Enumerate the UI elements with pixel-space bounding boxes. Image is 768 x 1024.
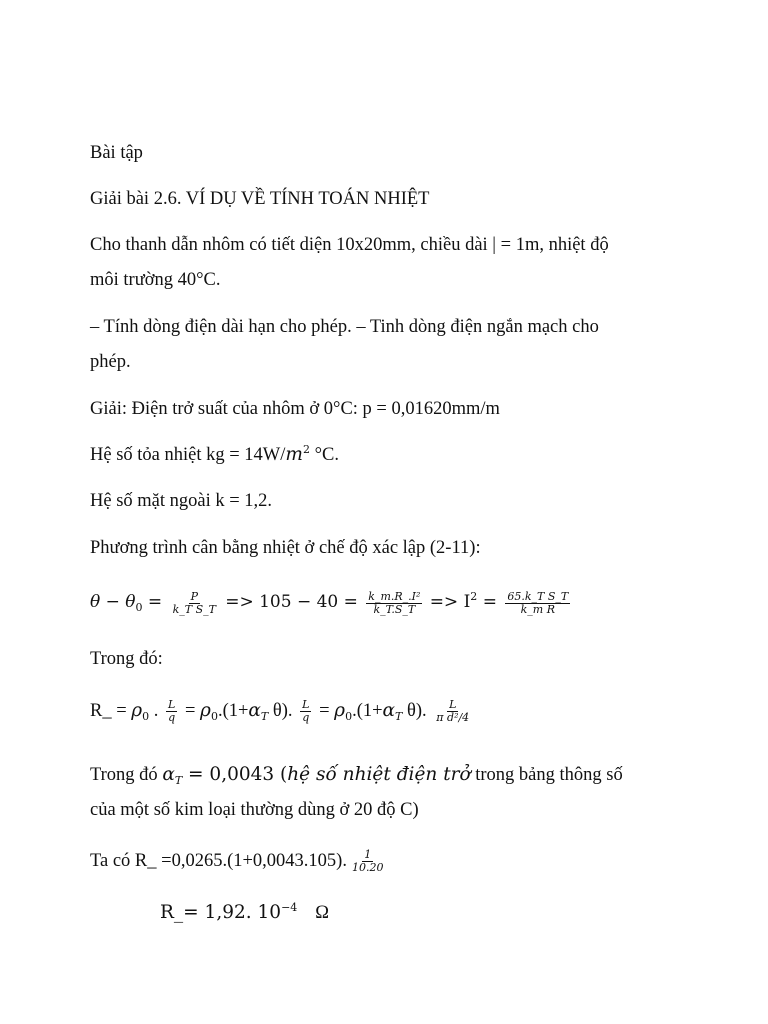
balance-equation-intro: Phương trình cân bằng nhiệt ở chế độ xác lập (2-11): [90, 538, 481, 558]
surface-coefficient-line: Hệ số mặt ngoài k = 1,2. [90, 491, 273, 511]
fraction-one-over-area: $\frac{1}{10.20}$ [351, 848, 384, 875]
result-line: R_= 1,92. $10^{-4}$ Ω [160, 901, 330, 923]
task-line-1: – Tính dòng điện dài hạn cho phép. – Tinh dòng điện ngắn mạch cho [90, 317, 599, 337]
task-line-2: phép. [90, 352, 131, 372]
balance-equation: $\theta - \theta_0$ = $\frac{P}{\text{k\_T S\_T}}$ => 105 − 40 = $\frac{\text{k\_m.R\_.I²}}{k\_T.S\_T}$ => $I^2$ = $\frac{\text{65.k\_T S\_T}}{\text{k\_m R}}$ [90, 589, 569, 616]
heading: Bài tập [90, 143, 143, 163]
fraction-l-over-q: $\frac{L}{q}$ [168, 698, 176, 725]
alpha-line-1: Trong đó $\alpha_T = 0,0043$ (hệ số nhiệt điện trở trong bảng thông số [90, 764, 623, 787]
fraction-l-over-q-2: $\frac{L}{q}$ [302, 698, 310, 725]
problem-line-1: Cho thanh dẫn nhôm có tiết diện 10x20mm, chiều dài | = 1m, nhiệt độ [90, 235, 609, 255]
fraction-l-over-area: $\frac{L}{\text{π d²/4}}$ [436, 698, 470, 725]
alpha-line-2: của một số kim loại thường dùng ở 20 độ C) [90, 800, 419, 820]
title: Giải bài 2.6. VÍ DỤ VỀ TÍNH TOÁN NHIỆT [90, 189, 430, 209]
where-label: Trong đó: [90, 649, 163, 669]
calculation-line: Ta có R_ =0,0265.(1+0,0043.105). $\frac{1}{10.20}$ [90, 848, 384, 875]
resistivity-line: Giải: Điện trở suất của nhôm ở 0°C: p = 0,01620mm/m [90, 399, 500, 419]
fraction-kmri2-over-kts: $\frac{\text{k\_m.R\_.I²}}{k\_T.S\_T}$ [368, 589, 421, 616]
fraction-p-over-kts: $\frac{P}{\text{k\_T S\_T}}$ [172, 589, 216, 616]
fraction-i-squared-result: $\frac{\text{65.k\_T S\_T}}{\text{k\_m R}}$ [507, 589, 569, 616]
problem-line-2: môi trường 40°C. [90, 270, 221, 290]
heat-coefficient-line: Hệ số tỏa nhiệt kg = $14W/m^2$ °C. [90, 443, 339, 465]
resistance-equation: R_ = $\rho_0$ . $\frac{L}{q}$ = $\rho_0.(1+\alpha_T$ θ). $\frac{L}{q}$ = $\rho_0.(1+\alpha_T$ θ). $\frac{L}{\text{π d²/4}}$ [90, 698, 470, 725]
